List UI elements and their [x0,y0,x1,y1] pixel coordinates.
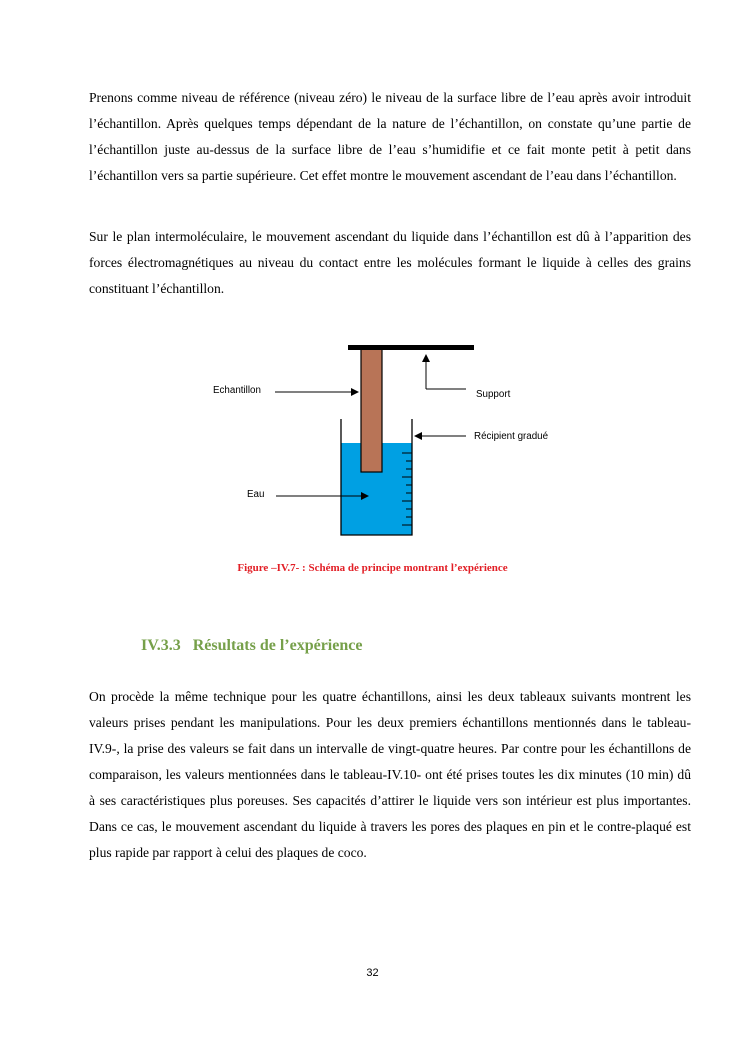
sample-bar [361,348,382,472]
intro-paragraph: Prenons comme niveau de référence (niveau zéro) le niveau de la surface libre de l’eau après avoir introduit l’échantillon. Après quelques temps dépendant de la nature de l’échantillon, on constate qu’une partie de l’échantillon juste au-dessus de la surface libre de l’eau s’humidifie et ce fait monte petit à petit dans l’échantillon vers sa partie supérieure. Cet effet montre le mouvement ascendant de l’eau dans l’échantillon. [89,90,691,183]
intermolecular-paragraph: Sur le plan intermoléculaire, le mouvement ascendant du liquide dans l’échantillon est dû à l’apparition des forces électromagnétiques au niveau du contact entre les molécules formant le liquide à celles des grains constituant l’échantillon. [89,229,691,296]
experiment-diagram [200,335,570,545]
label-support: Support [476,389,511,400]
section-number: IV.3.3 [141,637,181,654]
support-bar [348,345,474,350]
page-number: 32 [366,967,379,979]
section-heading [141,637,362,655]
label-sample: Echantillon [213,385,261,396]
results-paragraph: On procède la même technique pour les quatre échantillons, ainsi les deux tableaux suivants montrent les valeurs prises pendant les manipulations. Pour les deux premiers échantillons mentionnés dans le tableau-IV.9-, la prise des valeurs se fait dans un intervalle de vingt-quatre heures. Par contre pour les échantillons de comparaison, les valeurs mentionnées dans le tableau-IV.10- ont été prises toutes les dix minutes (10 min) dû à ses caractéristiques plus poreuses. Ses capacités d’attirer le liquide vers son intérieur est plus importantes. Dans ce cas, le mouvement ascendant du liquide à travers les pores des plaques en pin et le contre-plaqué est plus rapide par rapport à celui des plaques de coco. [89,689,691,860]
figure-caption: Figure –IV.7- : Schéma de principe montrant l’expérience [237,562,508,574]
label-container: Récipient gradué [474,431,549,442]
section-title: Résultats de l’expérience [192,637,363,654]
label-water: Eau [247,489,265,500]
